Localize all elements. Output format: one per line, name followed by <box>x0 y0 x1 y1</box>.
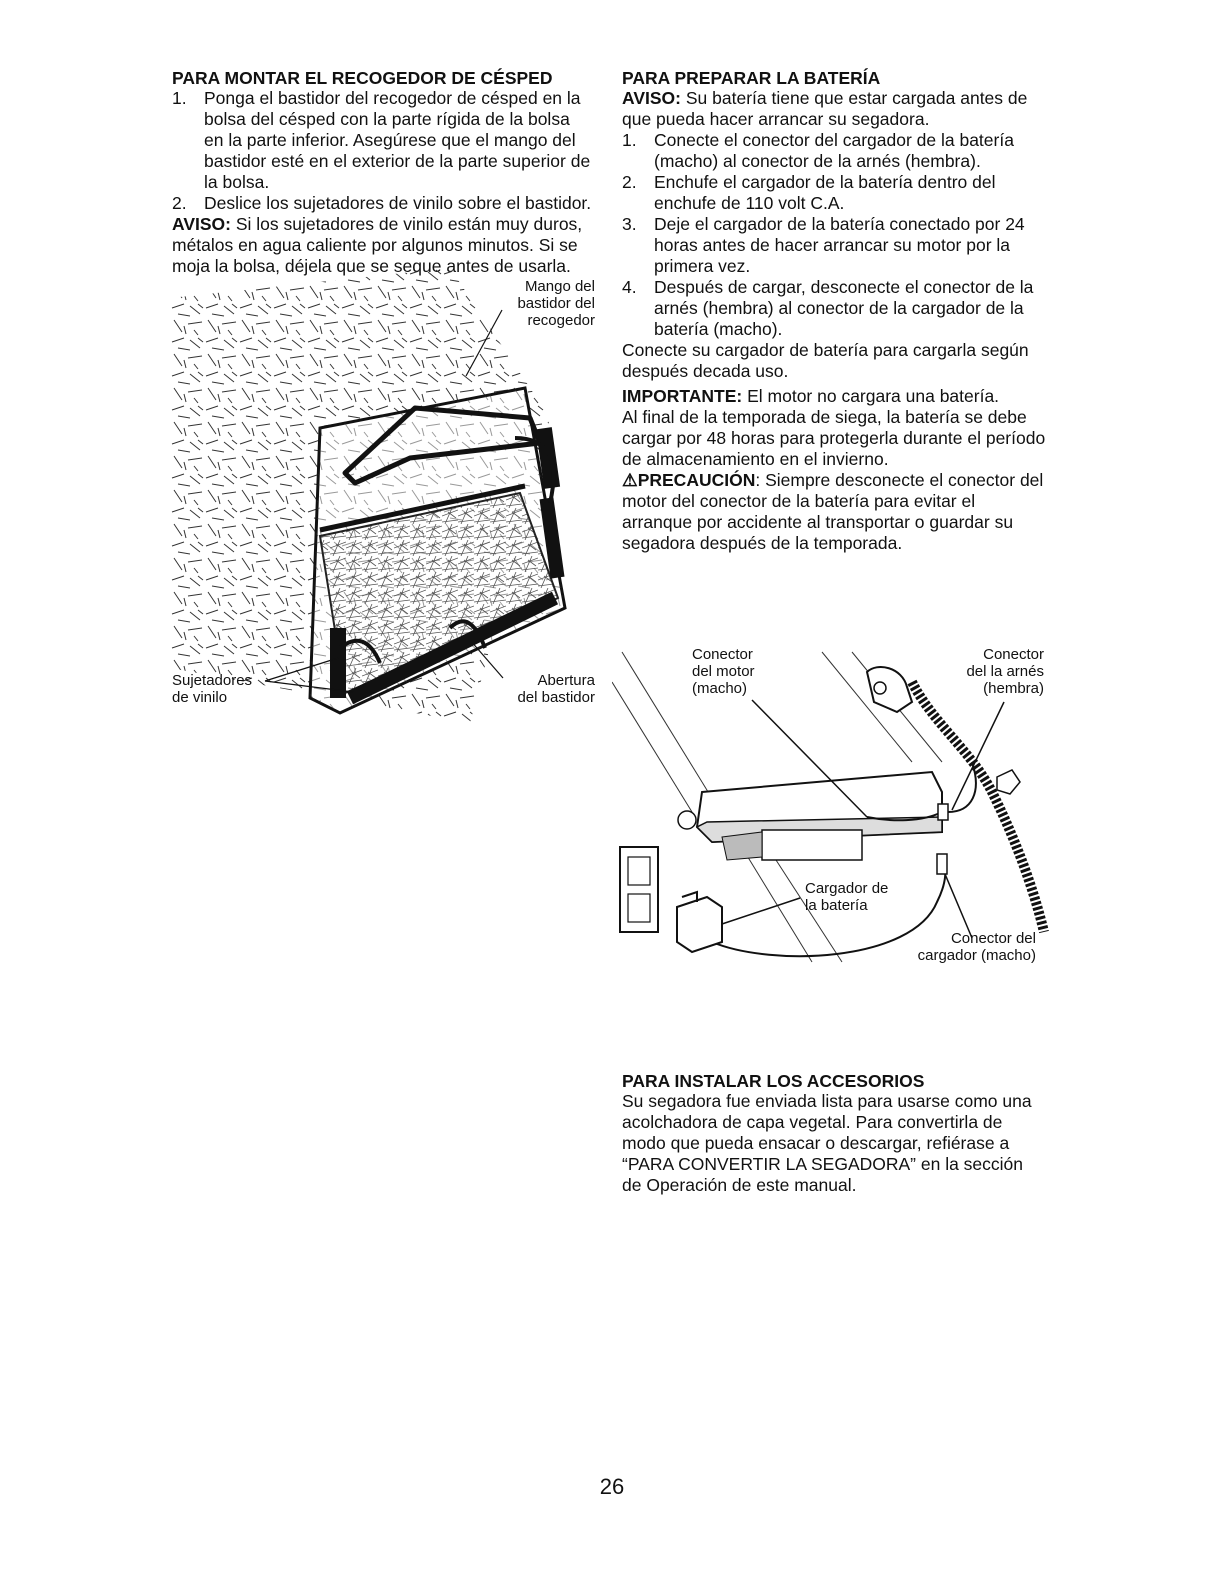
page-number: 26 <box>599 1474 625 1499</box>
step-number: 1. <box>172 88 187 108</box>
heading-battery: PARA PREPARAR LA BATERÍA <box>622 68 881 88</box>
notice-text: Si los sujetadores de vinilo están muy duros, métalos en agua caliente por algunos minutos. Si se moja la bolsa, déjela que se seque antes de usarla. <box>172 214 583 276</box>
label-line: Conector del <box>950 930 1036 947</box>
accessories-paragraph: Su segadora fue enviada lista para usarse como una acolchadora de capa vegetal. Para convertirla de modo que pueda ensacar o descargar, refiérase a “PARA CONVERTIR LA SEGADORA” en la sección de Operación de este manual. <box>622 1091 1032 1195</box>
charge-paragraph: Conecte su cargador de batería para cargarla según después decada uso. <box>622 340 1029 381</box>
step-number: 3. <box>622 214 637 234</box>
list-item <box>622 277 1050 340</box>
important-paragraph <box>622 386 1050 407</box>
label-line: Cargador de <box>805 880 889 897</box>
label-line: del motor <box>692 663 755 680</box>
list-item <box>172 88 592 193</box>
label-line: del la arnés <box>966 663 1044 680</box>
label-opening <box>500 672 595 706</box>
step-text: Después de cargar, desconecte el conector de la arnés (hembra) al conector de la cargador de la batería (macho). <box>654 277 1034 339</box>
step-text: Enchufe el cargador de la batería dentro del enchufe de 110 volt C.A. <box>654 172 996 213</box>
list-item <box>622 130 1050 172</box>
important-label: IMPORTANTE: <box>622 386 743 406</box>
label-line: del bastidor <box>517 689 595 706</box>
important-text: El motor no cargara una batería. <box>747 386 1000 406</box>
label-line: Mango del <box>524 278 595 295</box>
battery-figure <box>612 642 1052 972</box>
label-motor-connector <box>692 646 755 697</box>
label-line: bastidor del <box>517 295 595 312</box>
label-harness-connector <box>942 646 1044 697</box>
step-number: 2. <box>172 193 187 213</box>
grass-catcher-steps <box>172 88 592 214</box>
caution-label: PRECAUCIÓN <box>637 470 756 490</box>
grass-catcher-figure <box>170 268 600 723</box>
label-line: recogedor <box>527 312 595 329</box>
warning-triangle-icon: ⚠ <box>622 470 638 490</box>
battery-steps <box>622 130 1050 340</box>
label-handle <box>505 278 595 329</box>
left-column <box>172 68 592 277</box>
list-item <box>172 193 592 214</box>
caution-paragraph <box>622 470 1050 554</box>
label-line: Conector <box>983 646 1044 663</box>
label-line: la batería <box>805 897 868 914</box>
notice-label: AVISO: <box>172 214 231 234</box>
notice-text: Su batería tiene que estar cargada antes de que pueda hacer arrancar su segadora. <box>622 88 1028 129</box>
right-column <box>622 68 1050 554</box>
label-line: Abertura <box>537 672 595 689</box>
grass-catcher-illustration <box>170 268 600 723</box>
step-text: Conecte el conector del cargador de la batería (macho) al conector de la arnés (hembra). <box>654 130 1014 171</box>
label-line: de vinilo <box>172 689 228 706</box>
label-line: (macho) <box>692 680 748 697</box>
label-line: cargador (macho) <box>917 947 1036 964</box>
caution-text: : Siempre desconecte el conector del motor del conector de la batería para evitar el arranque por accidente al transportar o guardar su segadora después de la temporada. <box>622 470 1044 553</box>
label-battery-charger <box>805 880 888 914</box>
list-item <box>622 214 1050 277</box>
season-paragraph: Al final de la temporada de siega, la batería se debe cargar por 48 horas para protegerla durante el período de almacenamiento en el invierno. <box>622 407 1046 469</box>
step-number: 1. <box>622 130 637 150</box>
list-item <box>622 172 1050 214</box>
label-line: (hembra) <box>983 680 1044 697</box>
label-charger-connector <box>902 930 1036 964</box>
label-line: Conector <box>692 646 753 663</box>
step-number: 4. <box>622 277 637 297</box>
step-text: Ponga el bastidor del recogedor de césped en la bolsa del césped con la parte rígida de la bolsa en la parte inferior. Asegúrese que el mango del bastidor esté en el exterior de la parte superior de la bolsa. <box>204 88 591 192</box>
step-number: 2. <box>622 172 637 192</box>
label-clips <box>172 672 252 706</box>
heading-grass-catcher: PARA MONTAR EL RECOGEDOR DE CÉSPED <box>172 68 553 88</box>
step-text: Deslice los sujetadores de vinilo sobre el bastidor. <box>204 193 592 213</box>
label-line: Sujetadores <box>172 672 253 689</box>
notice-paragraph <box>622 88 1050 130</box>
notice-label: AVISO: <box>622 88 681 108</box>
step-text: Deje el cargador de la batería conectado por 24 horas antes de hacer arrancar su motor por la primera vez. <box>654 214 1025 276</box>
accessories-section <box>622 1071 1042 1196</box>
heading-accessories: PARA INSTALAR LOS ACCESORIOS <box>622 1071 925 1091</box>
